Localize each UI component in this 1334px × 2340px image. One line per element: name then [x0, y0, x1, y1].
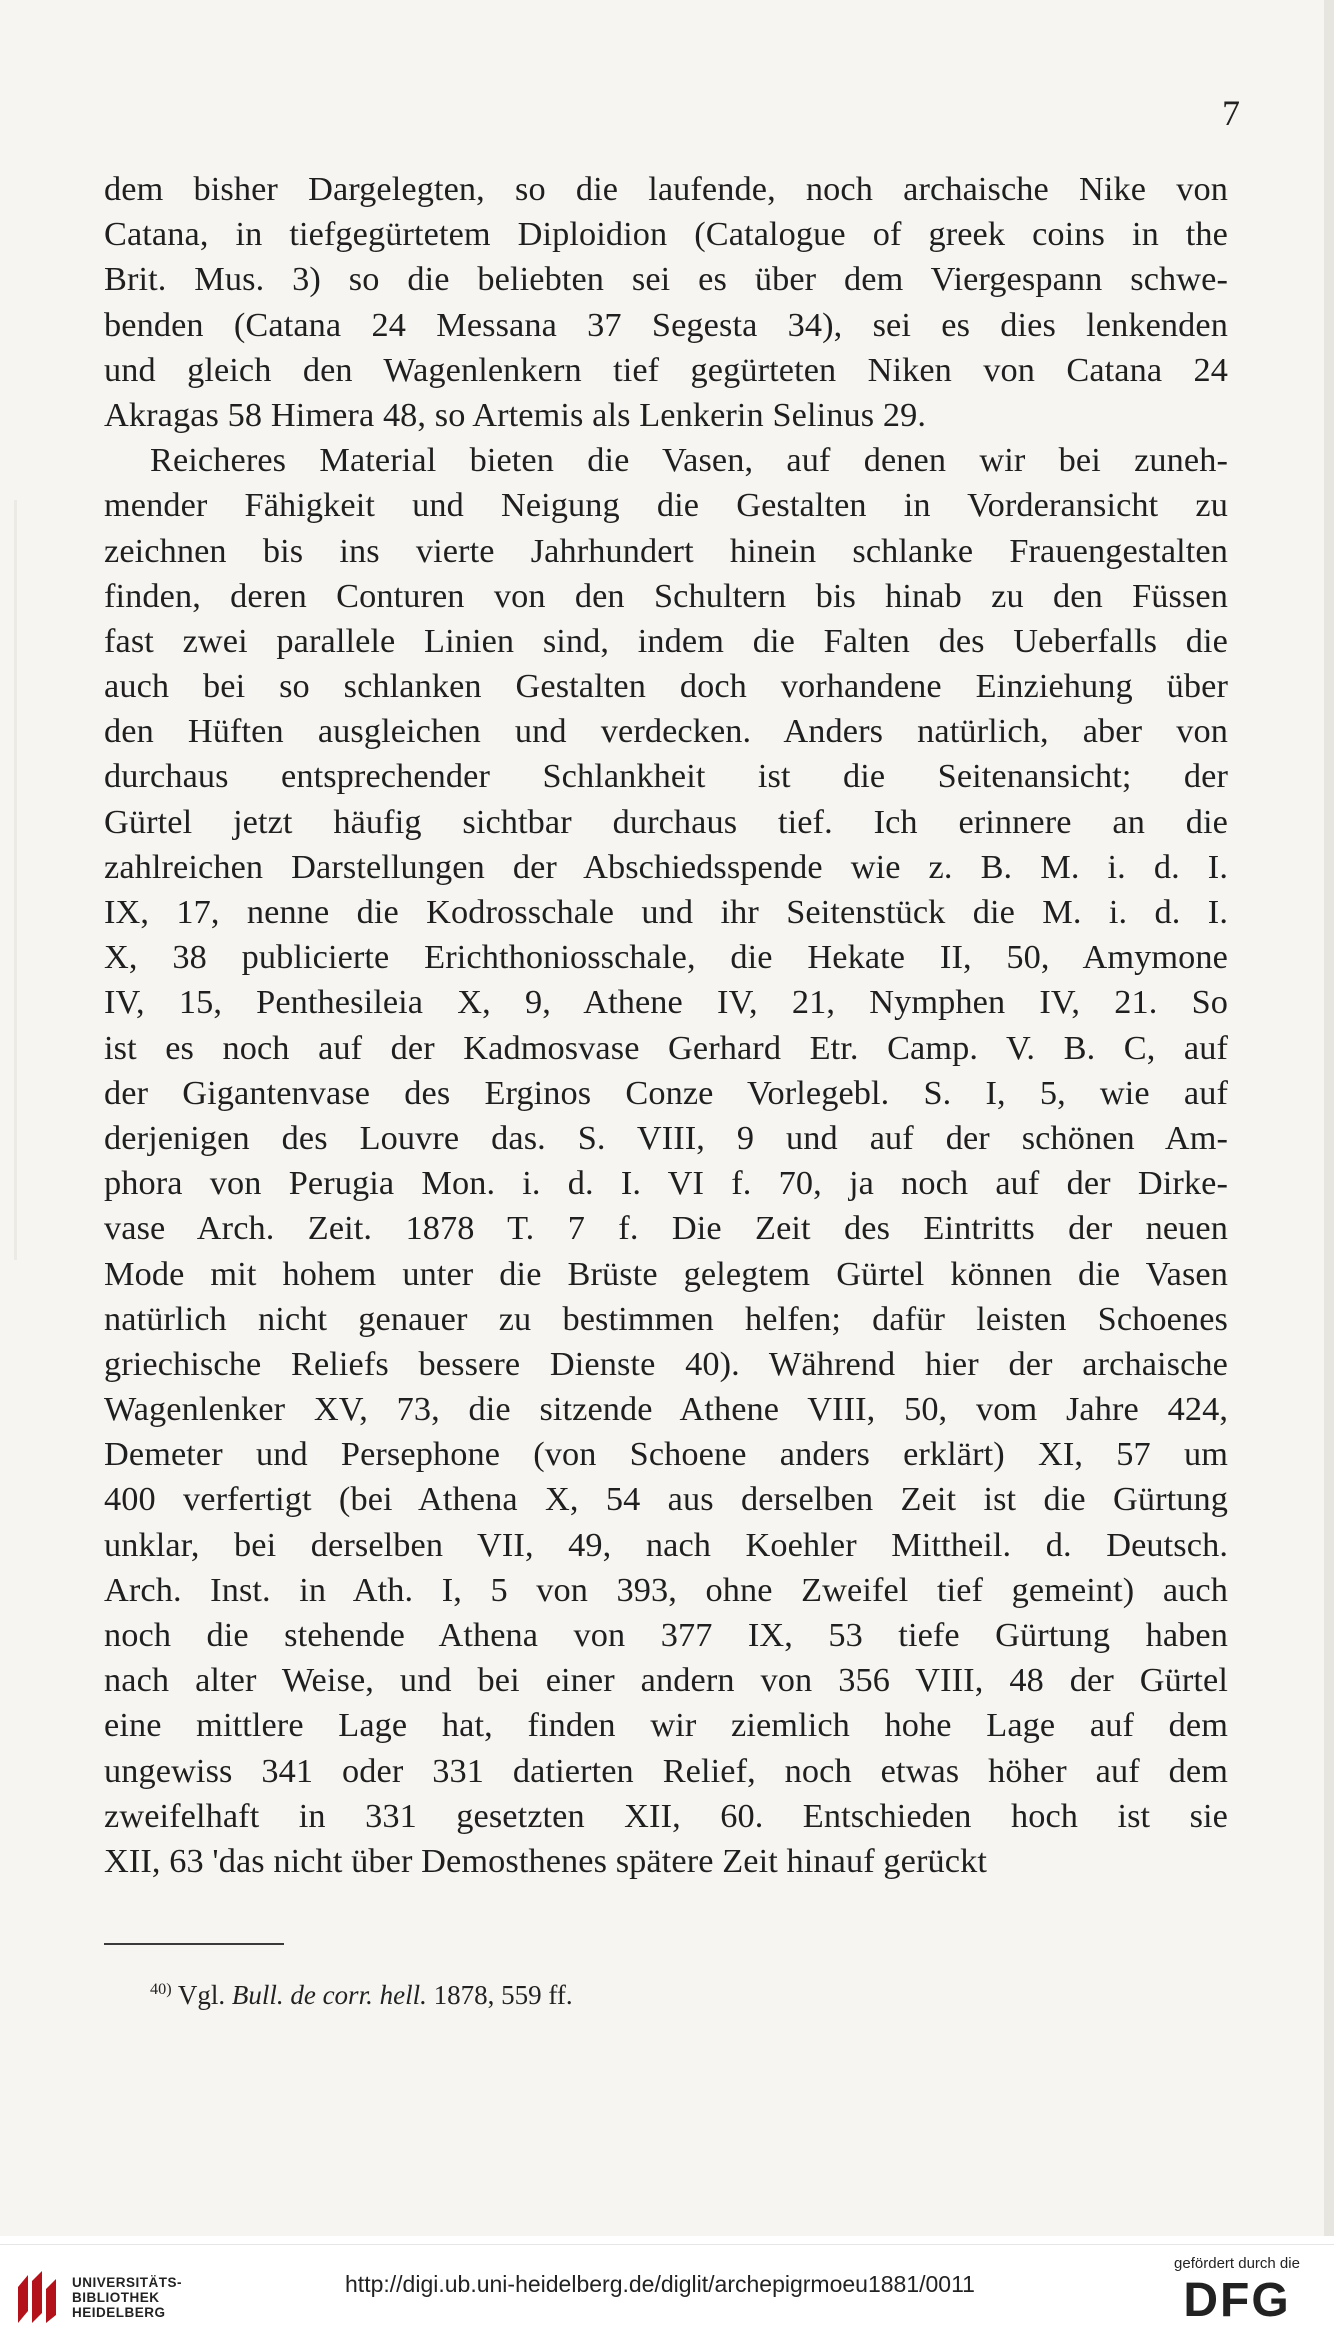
- text-line: unklar, bei derselben VII, 49, nach Koehler Mittheil. d. Deutsch.: [104, 1525, 1228, 1564]
- text-line: und gleich den Wagenlenkern tief gegürteten Niken von Catana 24: [104, 350, 1228, 389]
- ub-heidelberg-logo-icon: [14, 2267, 62, 2327]
- text-line: Catana, in tiefgegürtetem Diploidion (Catalogue of greek coins in the: [104, 215, 1228, 254]
- text-line: fast zwei parallele Linien sind, indem die Falten des Ueberfalls die: [104, 621, 1228, 660]
- text-line: noch die stehende Athena von 377 IX, 53 tiefe Gürtung haben: [104, 1616, 1228, 1654]
- library-logo[interactable]: [14, 2267, 194, 2327]
- text-line: finden, deren Conturen von den Schultern bis hinab zu den Füssen: [104, 576, 1228, 615]
- body-text: [104, 167, 1228, 1884]
- library-name-line: BIBLIOTHEK: [72, 2290, 160, 2305]
- permalink-url[interactable]: http://digi.ub.uni-heidelberg.de/diglit/archepigrmoeu1881/0011: [345, 2271, 975, 2297]
- text-line: der Gigantenvase des Erginos Conze Vorlegebl. S. I, 5, wie auf: [104, 1073, 1228, 1112]
- text-line: IV, 15, Penthesileia X, 9, Athene IV, 21, Nymphen IV, 21. So: [104, 983, 1228, 1022]
- footnote-text-after: 1878, 559 ff.: [433, 1980, 573, 2010]
- text-line: eine mittlere Lage hat, finden wir ziemlich hohe Lage auf dem: [104, 1706, 1228, 1745]
- text-line: zeichnen bis ins vierte Jahrhundert hinein schlanke Frauengestalten: [104, 531, 1228, 570]
- text-line: zahlreichen Darstellungen der Abschiedsspende wie z. B. M. i. d. I.: [104, 847, 1228, 886]
- text-line: Arch. Inst. in Ath. I, 5 von 393, ohne Zweifel tief gemeint) auch: [104, 1570, 1228, 1609]
- page-edge: [1324, 0, 1334, 2236]
- text-line: ist es noch auf der Kadmosvase Gerhard Etr. Camp. V. B. C, auf: [104, 1028, 1228, 1067]
- footnote-journal: Bull. de corr. hell.: [231, 1980, 427, 2010]
- text-line: IX, 17, nenne die Kodrosschale und ihr Seitenstück die M. i. d. I.: [104, 893, 1228, 931]
- text-line: mender Fähigkeit und Neigung die Gestalten in Vorderansicht zu: [104, 486, 1228, 525]
- page-number: 7: [1222, 93, 1240, 133]
- footnote-text-before: Vgl.: [177, 1980, 226, 2010]
- text-line: ungewiss 341 oder 331 datierten Relief, noch etwas höher auf dem: [104, 1751, 1228, 1790]
- text-line: 400 verfertigt (bei Athena X, 54 aus derselben Zeit ist die Gürtung: [104, 1480, 1228, 1519]
- text-line: Reicheres Material bieten die Vasen, auf denen wir bei zuneh-: [150, 441, 1228, 480]
- text-line: Brit. Mus. 3) so die beliebten sei es über dem Viergespann schwe-: [104, 260, 1228, 299]
- text-line: Gürtel jetzt häufig sichtbar durchaus tief. Ich erinnere an die: [104, 802, 1228, 841]
- text-line: XII, 63 'das nicht über Demosthenes spätere Zeit hinauf gerückt: [104, 1841, 987, 1880]
- text-line: Wagenlenker XV, 73, die sitzende Athene VIII, 50, vom Jahre 424,: [104, 1390, 1228, 1429]
- text-line: phora von Perugia Mon. i. d. I. VI f. 70, ja noch auf der Dirke-: [104, 1164, 1228, 1203]
- text-line: derjenigen des Louvre das. S. VIII, 9 und auf der schönen Am-: [104, 1118, 1228, 1157]
- library-name: [72, 2275, 182, 2320]
- footnote: [150, 1980, 573, 2011]
- text-line: vase Arch. Zeit. 1878 T. 7 f. Die Zeit des Eintritts der neuen: [104, 1209, 1228, 1248]
- footnote-marker: 40): [150, 1980, 172, 1998]
- text-line: X, 38 publicierte Erichthoniosschale, die Hekate II, 50, Amymone: [104, 938, 1228, 977]
- dfg-logo: DFG: [1183, 2274, 1291, 2327]
- footnote-rule: [104, 1943, 284, 1945]
- text-line: durchaus entsprechender Schlankheit ist die Seitenansicht; der: [104, 757, 1228, 796]
- text-line: auch bei so schlanken Gestalten doch vorhandene Einziehung über: [104, 667, 1228, 706]
- text-line: nach alter Weise, und bei einer andern von 356 VIII, 48 der Gürtel: [104, 1661, 1228, 1700]
- text-line: griechische Reliefs bessere Dienste 40). Während hier der archaische: [104, 1344, 1228, 1383]
- text-line: dem bisher Dargelegten, so die laufende, noch archaische Nike von: [104, 170, 1228, 208]
- funding-badge[interactable]: [1162, 2255, 1312, 2328]
- scan-artifact: [14, 500, 17, 1260]
- text-line: Akragas 58 Himera 48, so Artemis als Lenkerin Selinus 29.: [104, 395, 927, 434]
- library-name-line: UNIVERSITÄTS-: [72, 2275, 183, 2290]
- text-line: benden (Catana 24 Messana 37 Segesta 34), sei es dies lenkenden: [104, 305, 1228, 344]
- funding-label: gefördert durch die: [1174, 2255, 1300, 2272]
- footer-bar: [0, 2244, 1334, 2340]
- library-name-line: HEIDELBERG: [72, 2305, 166, 2320]
- text-line: zweifelhaft in 331 gesetzten XII, 60. Entschieden hoch ist sie: [104, 1796, 1228, 1835]
- text-line: den Hüften ausgleichen und verdecken. Anders natürlich, aber von: [104, 712, 1228, 751]
- text-line: Mode mit hohem unter die Brüste gelegtem Gürtel können die Vasen: [104, 1254, 1228, 1293]
- text-line: Demeter und Persephone (von Schoene anders erklärt) XI, 57 um: [104, 1435, 1228, 1474]
- text-line: natürlich nicht genauer zu bestimmen helfen; dafür leisten Schoenes: [104, 1299, 1228, 1338]
